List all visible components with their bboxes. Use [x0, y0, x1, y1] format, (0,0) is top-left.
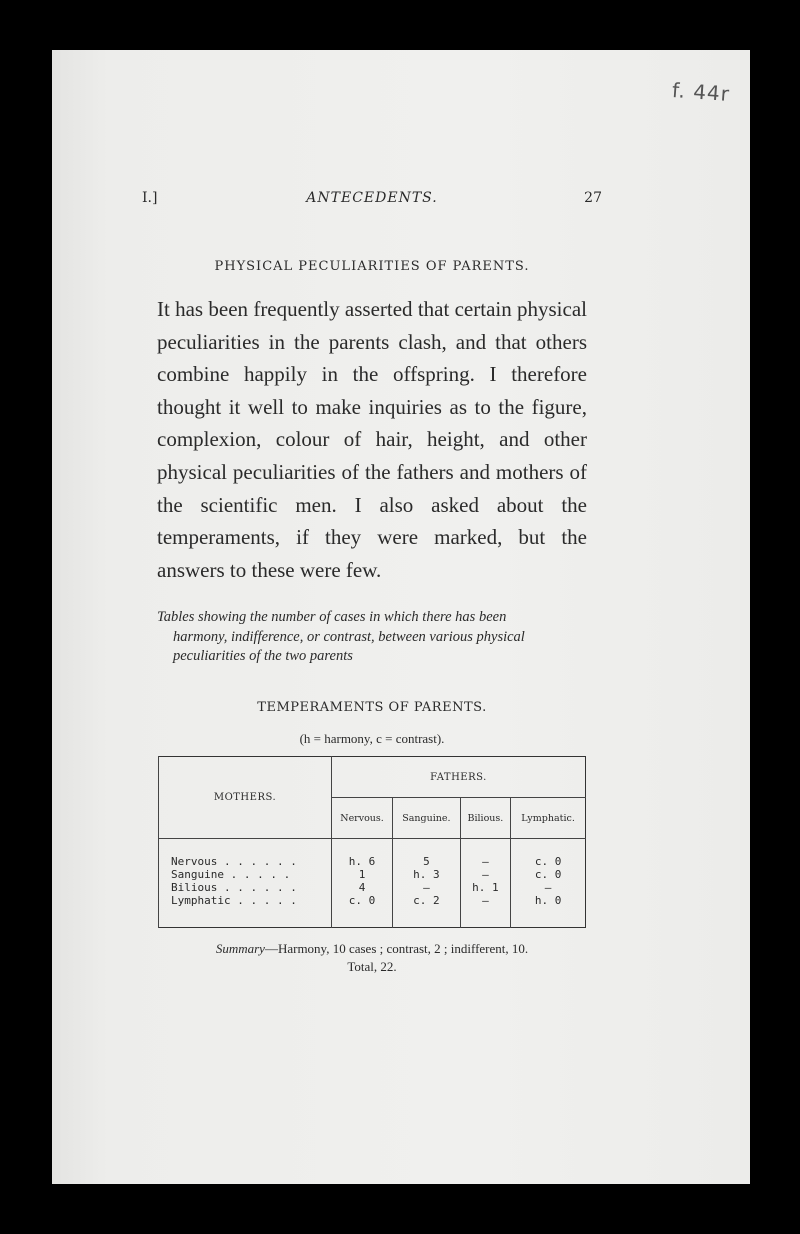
- body-paragraph: It has been frequently asserted that certain physical peculiarities in the parents clash, and that others combine happily in the offspring. I therefore thought it well to make inquiries as to the figure, complexion, colour of hair, height, and other physical peculiarities of the fathers and mothers of the scientific men. I also asked about the temperaments, if they were marked, but the answers to these were few.: [157, 297, 587, 582]
- table-cell: h. 3: [413, 868, 440, 881]
- table-cell: —: [482, 894, 489, 907]
- caption-line-2: harmony, indifference, or contrast, between various physical: [173, 628, 525, 645]
- caption-line-3: peculiarities of the two parents: [173, 648, 353, 664]
- column-bilious: [460, 839, 511, 928]
- handwritten-folio-note: f. 44r: [671, 78, 731, 106]
- table-cell: c. 0: [348, 894, 376, 907]
- column-nervous: [332, 839, 393, 928]
- table-title: TEMPERAMENTS OF PARENTS.: [257, 700, 487, 715]
- table-cell: 5: [423, 855, 430, 868]
- table-cell: —: [544, 881, 552, 894]
- book-page: [52, 50, 750, 1184]
- summary-text: —Harmony, 10 cases ; contrast, 2 ; indifferent, 10.: [264, 941, 529, 956]
- column-sanguine: [393, 839, 461, 928]
- summary-line: [152, 940, 592, 958]
- row-label-bilious: Bilious . . . . . .: [171, 881, 297, 894]
- caption-line-1: Tables showing the number of cases in which there has been: [157, 609, 507, 625]
- row-label-lymphatic: Lymphatic . . . . .: [171, 894, 297, 907]
- table-cell: —: [482, 855, 489, 868]
- mothers-header: MOTHERS.: [159, 757, 332, 839]
- table-cell: h. 6: [348, 855, 376, 868]
- column-lymphatic: [511, 839, 586, 928]
- table-cell: —: [482, 868, 489, 881]
- section-title: PHYSICAL PECULIARITIES OF PARENTS.: [214, 259, 530, 274]
- row-label-nervous: Nervous . . . . . .: [171, 855, 297, 868]
- table-cell: c. 0: [534, 855, 562, 868]
- temperaments-table: [158, 756, 586, 928]
- column-header-sanguine: Sanguine.: [393, 798, 461, 839]
- table-cell: c. 0: [534, 868, 562, 881]
- chapter-number: I.]: [142, 190, 158, 206]
- summary-total: Total, 22.: [347, 959, 397, 974]
- row-label-sanguine: Sanguine . . . . .: [171, 868, 291, 881]
- column-header-bilious: Bilious.: [460, 798, 511, 839]
- table-caption: [157, 608, 587, 667]
- summary-lead: Summary: [215, 941, 265, 956]
- table-cell: h. 0: [534, 894, 562, 907]
- table-cell: 1: [358, 868, 366, 881]
- summary: [152, 940, 592, 976]
- table-legend: (h = harmony, c = contrast).: [299, 731, 445, 746]
- table-cell: 4: [358, 881, 366, 894]
- table-cell: —: [423, 881, 430, 894]
- table-cell: h. 1: [472, 881, 499, 894]
- fathers-header: FATHERS.: [332, 757, 586, 798]
- running-head-title: ANTECEDENTS.: [306, 190, 438, 206]
- table-cell: c. 2: [413, 894, 440, 907]
- column-header-nervous: Nervous.: [332, 798, 393, 839]
- page-number: 27: [584, 190, 602, 206]
- column-header-lymphatic: Lymphatic.: [511, 798, 586, 839]
- row-labels: [159, 839, 332, 928]
